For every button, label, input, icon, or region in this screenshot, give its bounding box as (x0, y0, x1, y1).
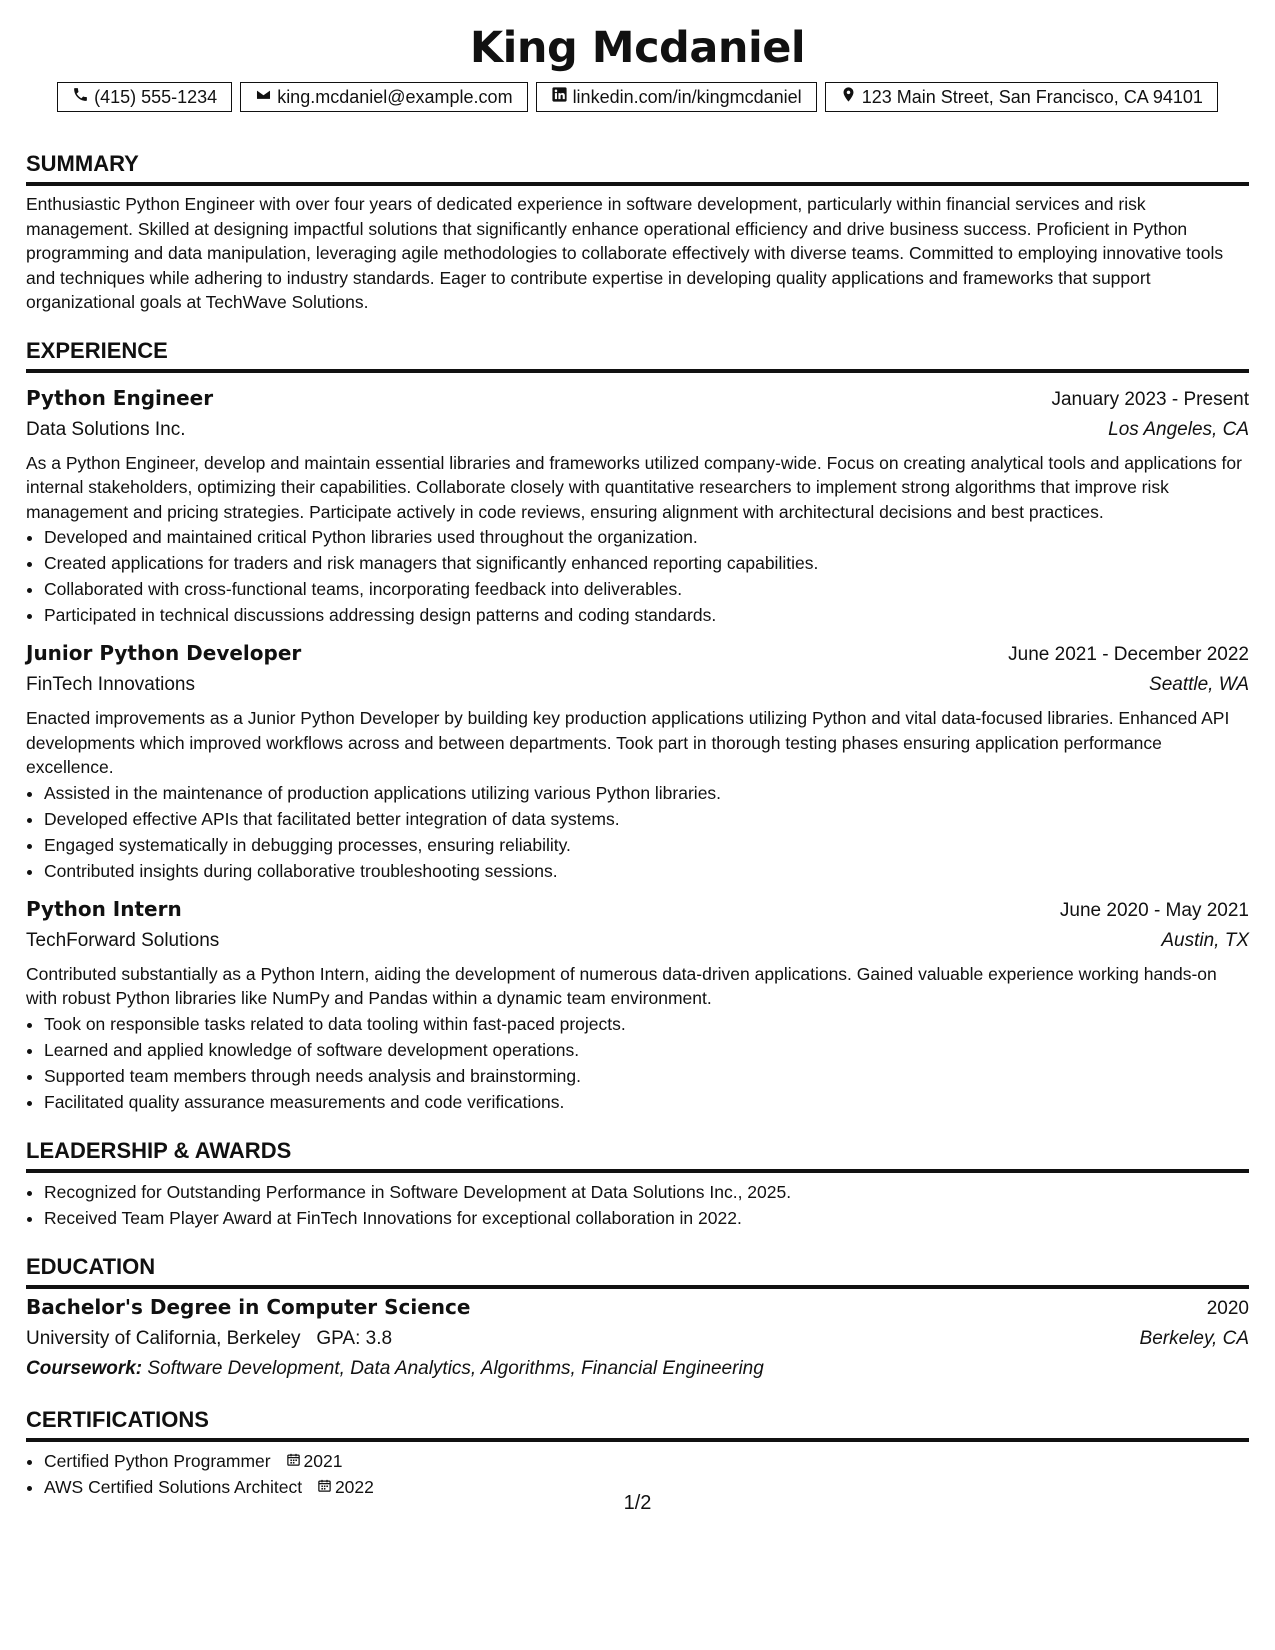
degree-title: Bachelor's Degree in Computer Science (26, 1294, 471, 1319)
job-dates: January 2023 - Present (1051, 388, 1249, 410)
job-dates: June 2020 - May 2021 (1059, 899, 1249, 921)
section-title: SUMMARY (26, 150, 1249, 186)
envelope-icon (255, 86, 272, 108)
list-item: • Assisted in the maintenance of production applications utilizing various Python libraries. (44, 780, 1249, 806)
summary-section (26, 150, 1249, 315)
section-title: CERTIFICATIONS (26, 1406, 1249, 1442)
resume-page (26, 18, 1249, 1500)
list-item: • Collaborated with cross-functional teams, incorporating feedback into deliverables. (44, 576, 1249, 602)
job-location: Los Angeles, CA (1108, 418, 1249, 440)
list-item: • Facilitated quality assurance measurements and code verifications. (44, 1089, 1249, 1115)
job-title: Python Engineer (26, 385, 214, 410)
list-item: • Supported team members through needs analysis and brainstorming. (44, 1063, 1249, 1089)
calendar-icon (286, 1448, 301, 1474)
list-item: • Learned and applied knowledge of software development operations. (44, 1037, 1249, 1063)
cert-name: AWS Certified Solutions Architect (44, 1476, 303, 1497)
cert-date (286, 1448, 343, 1474)
cert-name: Certified Python Programmer (44, 1450, 271, 1471)
linkedin-icon (551, 86, 568, 108)
job-bullets (26, 1011, 1249, 1115)
section-title: EXPERIENCE (26, 337, 1249, 373)
phone-icon (72, 86, 89, 108)
job-entry (26, 894, 1249, 1115)
list-item: • Developed effective APIs that facilitated better integration of data systems. (44, 806, 1249, 832)
certifications-section (26, 1406, 1249, 1500)
list-item: • Took on responsible tasks related to data tooling within fast-paced projects. (44, 1011, 1249, 1037)
section-title: LEADERSHIP & AWARDS (26, 1137, 1249, 1173)
job-description: As a Python Engineer, develop and maintain essential libraries and frameworks utilized company-wide. Focus on creating analytical tools and applications for internal stakeholders, optimizing their capabilities. Collaborate closely with quantitative researchers to implement strong algorithms that improve risk management and pricing strategies. Participate actively in code reviews, ensuring alignment with architectural decisions and best practices. (26, 452, 1242, 522)
company-name: TechForward Solutions (26, 929, 220, 951)
summary-text: Enthusiastic Python Engineer with over four years of dedicated experience in software development, particularly within financial services and risk management. Skilled at designing impactful solutions that significantly enhance operational efficiency and drive business success. Proficient in Python programming and data manipulation, leveraging agile methodologies to collaborate effectively with diverse teams. Committed to employing innovative tools and techniques while adhering to industry standards. Eager to contribute expertise in developing quality applications and frameworks that support organizational goals at TechWave Solutions. (26, 194, 1224, 312)
job-title: Junior Python Developer (26, 641, 302, 665)
job-title: Python Intern (26, 896, 182, 921)
phone-number: (415) 555-1234 (94, 86, 218, 107)
job-dates: June 2021 - December 2022 (1008, 644, 1249, 665)
job-location: Austin, TX (1161, 929, 1249, 951)
job-bullets (26, 780, 1249, 884)
list-item: • Participated in technical discussions addressing design patterns and coding standards. (44, 602, 1249, 628)
job-entry (26, 638, 1249, 884)
page-number: 1/2 (623, 1492, 652, 1514)
contact-email[interactable] (240, 82, 527, 112)
list-item: • Contributed insights during collaborative troubleshooting sessions. (44, 858, 1249, 884)
list-item: • Recognized for Outstanding Performance in Software Development at Data Solutions Inc., 2025. (44, 1179, 1249, 1205)
award-list (26, 1179, 1249, 1231)
job-entry (26, 383, 1249, 629)
candidate-name: King Mcdaniel (469, 23, 806, 73)
coursework-label: Coursework: (26, 1357, 143, 1379)
contact-phone (57, 82, 232, 112)
coursework-list: Software Development, Data Analytics, Algorithms, Financial Engineering (147, 1357, 764, 1379)
school-name: University of California, Berkeley (26, 1327, 301, 1349)
list-item: • Created applications for traders and risk managers that significantly enhanced reporting capabilities. (44, 550, 1249, 576)
map-pin-icon (840, 86, 857, 108)
company-name: FinTech Innovations (26, 674, 195, 695)
list-item: • Developed and maintained critical Python libraries used throughout the organization. (44, 524, 1249, 550)
contact-address (825, 82, 1218, 112)
cert-year: 2022 (334, 1476, 374, 1497)
contact-linkedin[interactable] (536, 82, 817, 112)
cert-year: 2021 (303, 1450, 343, 1471)
section-title: EDUCATION (26, 1253, 1249, 1289)
job-bullets (26, 524, 1249, 628)
job-location: Seattle, WA (1149, 674, 1249, 695)
street-address: 123 Main Street, San Francisco, CA 94101 (861, 86, 1203, 107)
school-location: Berkeley, CA (1139, 1327, 1249, 1349)
leadership-section (26, 1137, 1249, 1231)
school-line (26, 1324, 392, 1354)
job-description: Contributed substantially as a Python Intern, aiding the development of numerous data-driven applications. Gained valuable experience working hands-on with robust Python libraries like NumPy and Pandas within a dynamic team environment. (26, 963, 1217, 1008)
graduation-year: 2020 (1206, 1297, 1249, 1319)
email-address[interactable]: king.mcdaniel@example.com (277, 86, 513, 107)
gpa: GPA: 3.8 (316, 1327, 393, 1349)
job-description: Enacted improvements as a Junior Python Developer by building key production applications utilizing Python and vital data-focused libraries. Enhanced API developments which improved workflows across and between departments. Took part in thorough testing phases ensuring application performance excellence. (26, 708, 1230, 777)
linkedin-url[interactable]: linkedin.com/in/kingmcdaniel (572, 86, 802, 107)
coursework (26, 1354, 1249, 1384)
experience-section (26, 337, 1249, 1115)
contact-bar (26, 82, 1249, 112)
company-name: Data Solutions Inc. (26, 418, 186, 440)
education-section (26, 1253, 1249, 1384)
list-item (44, 1448, 1249, 1474)
list-item: • Received Team Player Award at FinTech Innovations for exceptional collaboration in 2022. (44, 1205, 1249, 1231)
list-item: • Engaged systematically in debugging processes, ensuring reliability. (44, 832, 1249, 858)
